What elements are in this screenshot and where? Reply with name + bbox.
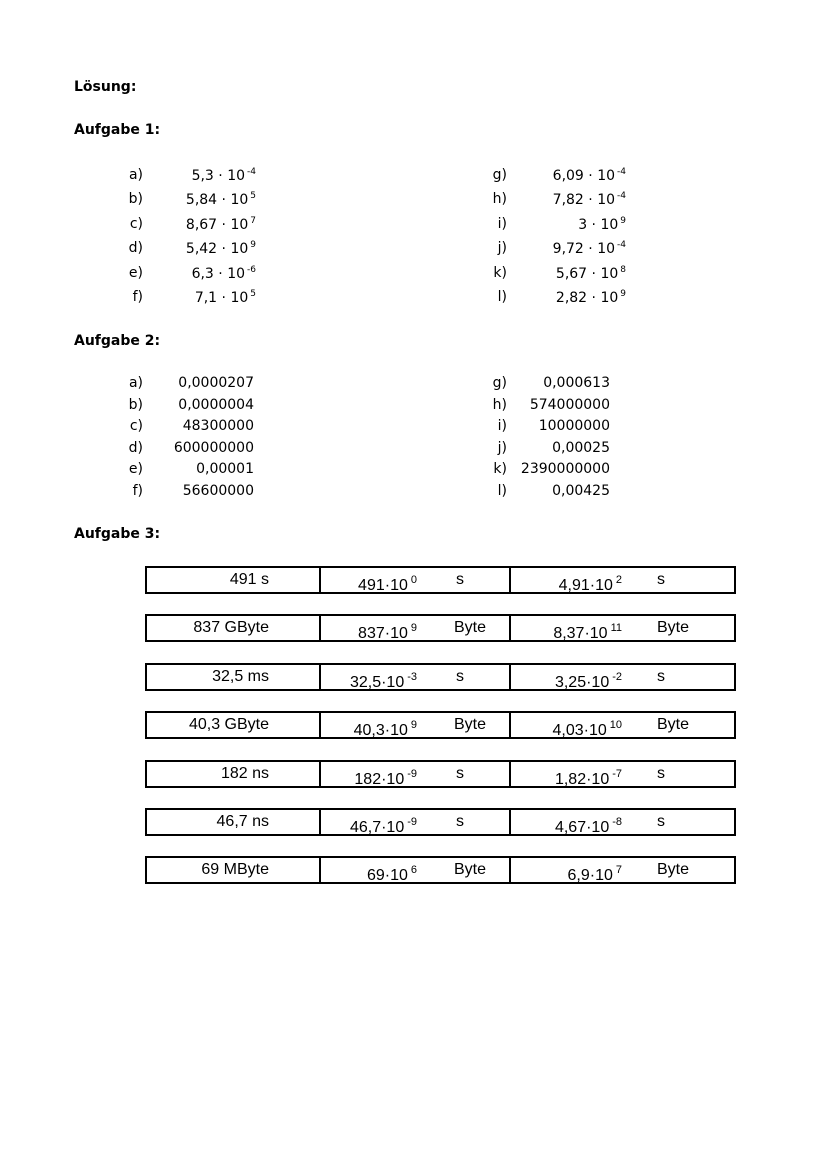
scientific-notation-cell: 3,25·10 $^{-2}$ s [554,668,665,691]
task1-label: c) [129,216,143,232]
task3-table-row [145,711,736,739]
task1-label: f) [132,289,143,305]
task1-answer: 5,67 · 10 $^8$ [555,265,626,282]
original-value-cell: 40,3 GByte [147,713,321,737]
task1-label: d) [128,240,143,256]
task2-title: Aufgabe 2: [74,333,161,349]
task3-table-row [145,566,736,594]
task3-table-row [145,614,736,642]
task1-label: l) [497,289,507,305]
task2-label: a) [128,375,143,391]
task3-table-row [145,856,736,884]
task1-answer: 6,09 · 10 $^{-4}$ [552,167,626,184]
task1-label: a) [128,167,143,183]
task2-label: j) [497,440,507,456]
task2-label: d) [128,440,143,456]
original-value-cell: 837 GByte [147,616,321,640]
task1-label: e) [128,265,143,281]
original-value-cell: 69 MByte [147,858,321,882]
task1-answer: 7,1 · 10 $^5$ [194,289,256,306]
task3-table-row [145,760,736,788]
task2-answer: 56600000 [182,483,254,499]
task2-label: l) [497,483,507,499]
scientific-notation-cell: 8,37·10 $^{11}$ Byte [553,619,690,642]
task2-answer: 2390000000 [520,461,610,477]
task2-label: f) [132,483,143,499]
task1-label: b) [128,191,143,207]
task2-answer: 574000000 [529,397,610,413]
task3-table-row [145,663,736,691]
task1-label: i) [497,216,507,232]
base-unit-cell: 837·10 $^9$ Byte [321,616,511,640]
task2-label: b) [128,397,143,413]
task1-label: g) [492,167,507,183]
task2-answer: 0,0000004 [178,397,254,413]
base-unit-cell: 32,5·10 $^{-3}$ s [321,665,511,689]
task2-label: k) [493,461,507,477]
scientific-notation-cell: 4,91·10 $^2$ s [558,571,665,594]
task3-title: Aufgabe 3: [74,526,161,542]
task2-label: h) [492,397,507,413]
task2-answer: 0,00001 [196,461,254,477]
task2-label: e) [128,461,143,477]
task2-answer: 0,0000207 [178,375,254,391]
task1-label: h) [492,191,507,207]
base-unit-cell: 182·10 $^{-9}$ s [321,762,511,786]
original-value-cell: 182 ns [147,762,321,786]
task1-answer: 6,3 · 10 $^{-6}$ [191,265,256,282]
task1-answer: 5,3 · 10 $^{-4}$ [191,167,256,184]
base-unit-cell: 491·10 $^0$ s [321,568,511,592]
scientific-notation-cell: 6,9·10 $^7$ Byte [567,861,690,884]
task1-answer: 3 · 10 $^9$ [578,216,626,233]
base-unit-cell: 46,7·10 $^{-9}$ s [321,810,511,834]
task2-answer: 48300000 [182,418,254,434]
task1-answer: 5,42 · 10 $^9$ [185,240,256,257]
task3-table-row [145,808,736,836]
task1-answer: 5,84 · 10 $^5$ [185,191,256,208]
task2-answer: 0,000613 [543,375,610,391]
original-value-cell: 46,7 ns [147,810,321,834]
task2-answer: 600000000 [173,440,254,456]
task2-label: c) [129,418,143,434]
task1-label: j) [497,240,507,256]
task1-label: k) [493,265,507,281]
task1-title: Aufgabe 1: [74,122,161,138]
task1-answer: 2,82 · 10 $^9$ [555,289,626,306]
scientific-notation-cell: 4,03·10 $^{10}$ Byte [552,716,690,739]
task2-label: g) [492,375,507,391]
original-value-cell: 491 s [147,568,321,592]
task1-answer: 8,67 · 10 $^7$ [185,216,256,233]
scientific-notation-cell: 4,67·10 $^{-8}$ s [554,813,665,836]
base-unit-cell: 69·10 $^6$ Byte [321,858,511,882]
task1-answer: 7,82 · 10 $^{-4}$ [552,191,626,208]
base-unit-cell: 40,3·10 $^9$ Byte [321,713,511,737]
task1-answer: 9,72 · 10 $^{-4}$ [552,240,626,257]
scientific-notation-cell: 1,82·10 $^{-7}$ s [554,765,665,788]
task2-answer: 10000000 [538,418,610,434]
solution-title: Lösung: [74,79,137,95]
task2-label: i) [497,418,507,434]
task2-answer: 0,00025 [552,440,610,456]
original-value-cell: 32,5 ms [147,665,321,689]
task2-answer: 0,00425 [552,483,610,499]
